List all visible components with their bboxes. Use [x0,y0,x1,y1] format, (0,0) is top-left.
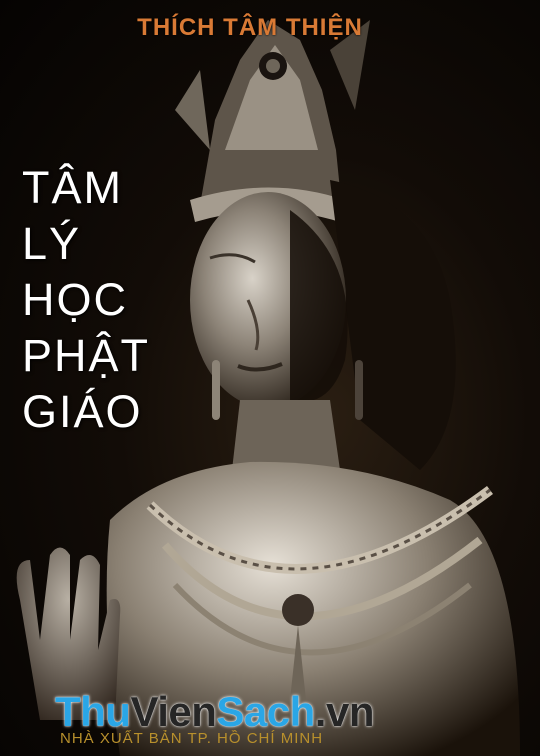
watermark-part: Vien [130,688,217,735]
title-line: TÂM [22,162,123,213]
title-line: PHẬT [22,330,151,381]
publisher-name: NHÀ XUẤT BẢN TP. HỒ CHÍ MINH [60,730,324,747]
title-line: LÝ [22,218,82,269]
book-title [22,160,150,440]
author-name: THÍCH TÂM THIỆN [137,14,363,41]
watermark-part: Thu [55,688,131,735]
watermark-part: .vn [314,688,374,735]
site-watermark [55,688,495,736]
watermark-part: Sach [216,688,315,735]
title-line: GIÁO [22,386,143,437]
title-line: HỌC [22,274,128,325]
